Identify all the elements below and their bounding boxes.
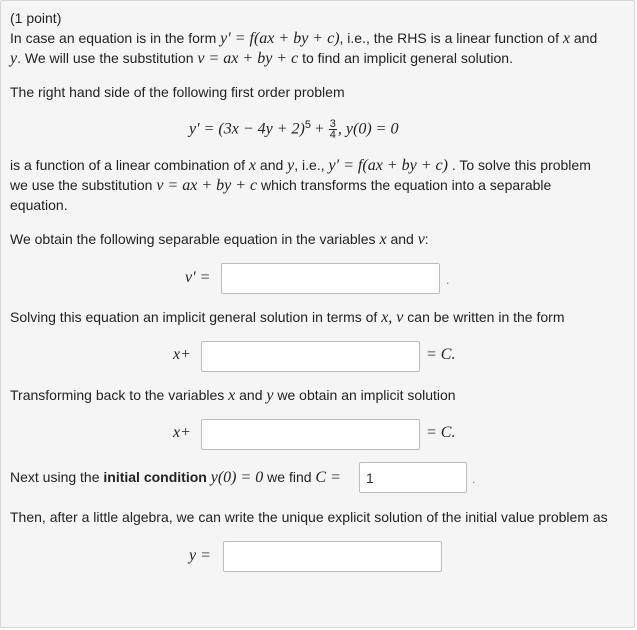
explain-substitution: v = ax + by + c xyxy=(156,177,258,194)
sep-lead: We obtain the following separable equation in the variables xyxy=(10,231,376,247)
implicit-v-rhs: = C. xyxy=(426,346,456,363)
intro-var-y: y xyxy=(10,50,18,67)
explain-text-2a: we use the substitution xyxy=(10,177,153,193)
intro-text-2: , i.e., the RHS is a linear function of xyxy=(339,30,559,46)
initial-constant-input[interactable] xyxy=(359,462,467,493)
intro-substitution: v = ax + by + c xyxy=(197,50,299,67)
explicit-lhs: y = xyxy=(189,547,211,564)
intro-and: and xyxy=(573,30,598,46)
ode-equation xyxy=(189,116,398,140)
ode-exponent: 5 xyxy=(304,119,311,131)
intro-line-1 xyxy=(10,29,597,48)
implicit-xy-var-x: x xyxy=(228,387,236,404)
explain-line-2 xyxy=(10,176,551,195)
sep-lead-line xyxy=(10,230,429,249)
initial-lead-line xyxy=(10,468,341,487)
implicit-v-lead-line xyxy=(10,308,564,327)
initial-period: . xyxy=(472,472,476,486)
ode-left: y′ = (3x − 4y + 2) xyxy=(189,120,305,138)
implicit-xy-lead-b: we obtain an implicit solution xyxy=(277,387,456,403)
sep-lhs: v′ = xyxy=(185,269,211,286)
intro-text-1: In case an equation is in the form xyxy=(10,30,217,46)
implicit-xy-and: and xyxy=(239,387,263,403)
implicit-xy-input[interactable] xyxy=(201,419,420,450)
sep-var-v: v xyxy=(417,231,425,248)
implicit-v-vars: x, v xyxy=(381,309,404,326)
sep-var-x: x xyxy=(379,231,387,248)
implicit-v-tail: can be written in the form xyxy=(407,309,565,325)
explain-var-y: y xyxy=(287,157,295,174)
initial-tail: we find xyxy=(267,469,312,485)
explain-var-x: x xyxy=(248,157,257,174)
explain-line-1 xyxy=(10,156,591,175)
points-label: (1 point) xyxy=(10,10,62,26)
implicit-xy-var-y: y xyxy=(266,387,274,404)
initial-lhs: C = xyxy=(315,469,341,486)
implicit-xy-lead-a: Transforming back to the variables xyxy=(10,387,225,403)
implicit-v-lead: Solving this equation an implicit general solution in terms of xyxy=(10,309,378,325)
explain-text-1b: , i.e., xyxy=(294,157,325,173)
sep-period: . xyxy=(446,273,450,287)
intro-var-x: x xyxy=(562,30,570,47)
sep-colon: : xyxy=(424,231,429,247)
explain-text-1c: . To solve this problem xyxy=(451,157,591,173)
initial-bold: initial condition xyxy=(103,469,207,485)
ode-fraction xyxy=(329,119,337,140)
intro-text-4: to find an implicit general solution. xyxy=(302,50,513,66)
separable-equation-input[interactable] xyxy=(221,263,440,294)
intro-form-equation: y′ = f(ax + by + c) xyxy=(220,30,340,47)
intro-text-3: . We will use the substitution xyxy=(17,50,194,66)
ode-initial: , y(0) = 0 xyxy=(337,120,399,138)
sep-and: and xyxy=(390,231,414,247)
implicit-xy-lead-line xyxy=(10,386,456,405)
initial-cond: y(0) = 0 xyxy=(210,469,264,486)
intro-line-2 xyxy=(10,49,513,68)
explain-equation: y′ = f(ax + by + c) xyxy=(328,157,448,174)
frac-numerator: 3 xyxy=(329,118,336,131)
implicit-v-lhs: x+ xyxy=(173,346,191,363)
implicit-xy-lhs: x+ xyxy=(173,424,191,441)
implicit-xv-input[interactable] xyxy=(201,341,420,372)
implicit-xy-rhs: = C. xyxy=(426,424,456,441)
explicit-lead: Then, after a little algebra, we can write the unique explicit solution of the initial value problem as xyxy=(10,509,608,525)
explain-line-3: equation. xyxy=(10,197,68,213)
explain-and: and xyxy=(259,157,284,173)
explain-text-2b: which transforms the equation into a separable xyxy=(261,177,552,193)
explain-text-1a: is a function of a linear combination of xyxy=(10,157,246,173)
explicit-solution-input[interactable] xyxy=(223,541,442,572)
ode-plus: + xyxy=(314,120,324,138)
frac-denominator: 4 xyxy=(329,129,336,142)
initial-lead: Next using the xyxy=(10,469,100,485)
problem-lead: The right hand side of the following first order problem xyxy=(10,84,345,100)
